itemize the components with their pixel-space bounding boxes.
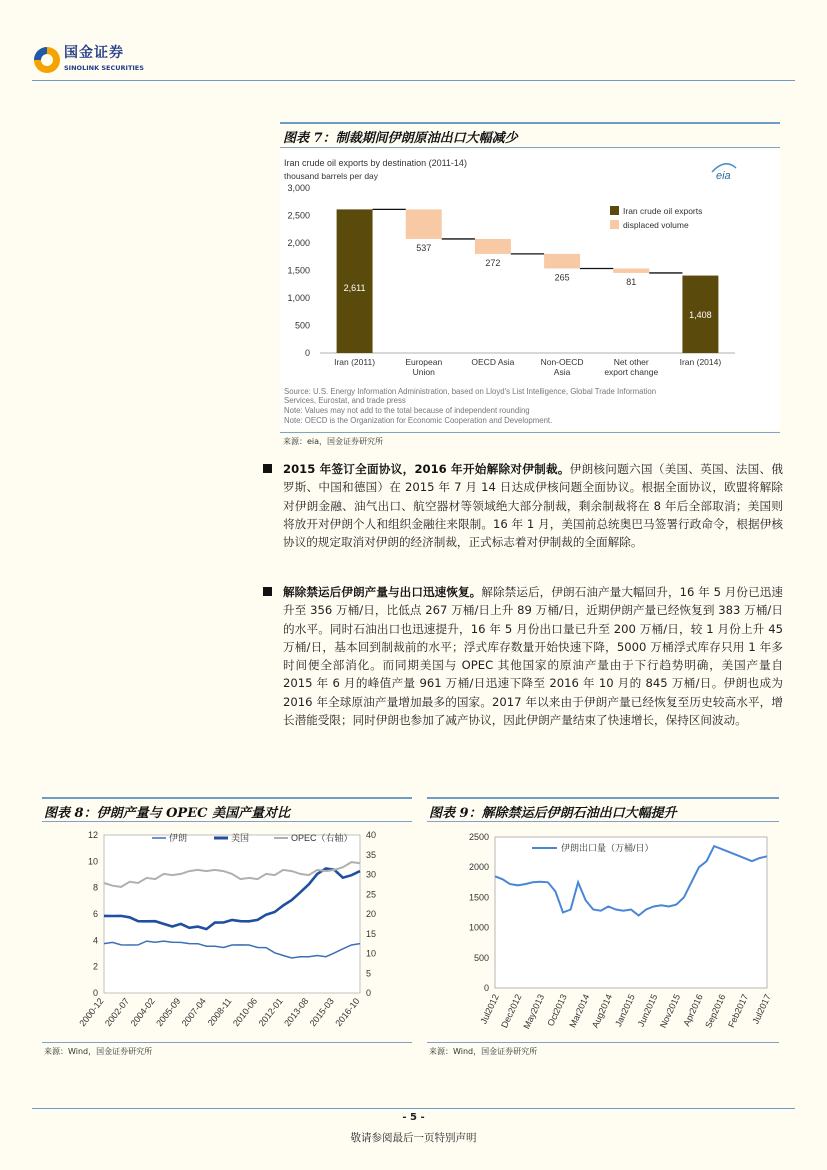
fig8-xtick: 2015-03	[307, 996, 336, 1029]
fig7-category-label: Union	[412, 367, 435, 377]
fig7-ytick: 500	[294, 320, 310, 331]
fig9-xtick: Sep2016	[703, 992, 728, 1030]
paragraph-agreement-body: 伊朗核问题六国（美国、英国、法国、俄罗斯、中国和德国）在 2015 年 7 月 14 日达成伊核问题全面协议。根据全面协议，欧盟将解除对伊朗金融、油气出口、航空器材等领域绝大部分制裁，剩余制裁将在 8 年后全部取消；美国则将放开对伊朗个人和组织金融往来限制。16 年 1 月，美国前总统奥巴马签署行政命令，根据伊核协议的规定取消对伊朗的经济制裁，正式标志着对伊制裁的全面解除。	[283, 462, 783, 550]
fig8-ytick-right: 25	[366, 889, 377, 900]
fig8-ytick-left: 2	[92, 961, 98, 972]
fig8-xtick: 2016-10	[333, 996, 362, 1029]
legend-label-us: 美国	[231, 833, 250, 843]
fig9-title: 图表 9：解除禁运后伊朗石油出口大幅提升	[429, 806, 677, 821]
fig8-plot-area	[104, 835, 360, 993]
fig7-source: 来源：eia，国金证券研究所	[283, 437, 384, 446]
header-rule	[32, 80, 795, 81]
logo-text-en: SINOLINK SECURITIES	[64, 64, 144, 72]
fig8-xtick: 2012-01	[256, 996, 285, 1029]
fig7-category-label: Net other	[613, 357, 649, 367]
fig9-xtick: May2013	[521, 992, 547, 1031]
eia-logo-text: eia	[716, 170, 731, 182]
fig8-ytick-left: 12	[87, 830, 98, 840]
paragraph-agreement-lead: 2015 年签订全面协议，2016 年开始解除对伊制裁。	[283, 462, 570, 476]
fig9-ytick: 2500	[468, 832, 489, 842]
fig7-chart	[280, 150, 780, 430]
fig8-bottom-rule	[42, 1042, 412, 1043]
fig7-value-label: 537	[416, 242, 432, 253]
footer-rule	[32, 1108, 795, 1109]
fig9-xtick: Oct2013	[545, 992, 569, 1028]
fig8-xtick: 2000-12	[77, 996, 106, 1029]
fig7-title-rule	[280, 147, 780, 148]
fig9-bottom-rule	[427, 1042, 779, 1043]
fig7-bar	[613, 268, 649, 272]
fig8-title: 图表 8：伊朗产量与 OPEC 美国产量对比	[44, 806, 290, 821]
fig9-title-rule	[427, 821, 779, 822]
fig8-title-rule	[42, 821, 412, 822]
fig8-ytick-left: 10	[87, 856, 98, 867]
fig8-chart	[42, 825, 412, 1040]
fig7-note-3: Note: Values may not add to the total because of independent rounding	[284, 406, 530, 415]
paragraph-recovery-lead: 解除禁运后伊朗产量与出口迅速恢复。	[283, 585, 482, 599]
fig7-ytick: 0	[304, 348, 310, 358]
fig8-source: 来源：Wind，国金证券研究所	[44, 1047, 153, 1056]
fig7-note-4: Note: OECD is the Organization for Economic Cooperation and Development.	[284, 416, 553, 425]
fig8-ytick-left: 8	[92, 882, 98, 893]
fig7-value-label: 265	[554, 272, 570, 283]
fig9-xtick: Apr2016	[681, 992, 705, 1028]
fig8-ytick-right: 35	[366, 849, 377, 860]
fig8-ytick-right: 30	[366, 869, 377, 880]
fig7-note-1: Source: U.S. Energy Information Administration, based on Lloyd's List Intelligence, Global Trade Information	[284, 387, 657, 396]
fig9-ytick: 2000	[468, 862, 489, 873]
fig7-value-label: 81	[626, 276, 637, 287]
fig8-xtick: 2010-06	[230, 996, 260, 1029]
fig7-ytick: 1,000	[287, 293, 310, 303]
fig7-ytick: 2,500	[287, 210, 310, 221]
fig7-category-label: Asia	[553, 367, 571, 377]
fig9-plot-area	[495, 837, 767, 988]
fig7-category-label: OECD Asia	[471, 357, 515, 367]
fig7-value-label: 272	[485, 257, 501, 268]
fig9-xtick: Mar2014	[567, 992, 592, 1030]
legend-swatch-displaced	[610, 220, 619, 229]
fig9-ytick: 0	[483, 983, 489, 993]
fig8-xtick: 2005-09	[154, 996, 183, 1029]
fig9-source: 来源：Wind，国金证券研究所	[429, 1047, 538, 1056]
paragraph-recovery-body: 解除禁运后，伊朗石油产量大幅回升，16 年 5 月份已迅速升至 356 万桶/日，比低点 267 万桶/日上升 89 万桶/日，近期伊朗产量已经恢复到 383 万桶/日的水平。同时石油出口也迅速提升，16 年 5 月份出口量已升至 200 万桶/日，较 1 月份上升 45 万桶/日，基本回到制裁前的水平；浮式库存数量开始快速下降，5000 万桶浮式库存只用 1 年多时间便全部消化。而同期美国与 OPEC 其他国家的原油产量由于下行趋势明确，美国产量自 2015 年 6 月的峰值产量 961 万桶/日迅速下降至 2016 年 10 月的 845 万桶/日。伊朗也成为 2016 年全球原油产量增加最多的国家。2017 年以来由于伊朗产量已经恢复至历史较高水平，增长潜能受限；同时伊朗也参加了减产协议，因此伊朗产量结束了快速增长，保持区间波动。	[283, 585, 784, 728]
fig8-ytick-right: 10	[366, 948, 377, 959]
fig7-title: 图表 7：制裁期间伊朗原油出口大幅减少	[283, 131, 518, 146]
fig9-ytick: 1500	[468, 892, 489, 903]
fig9-chart	[427, 825, 779, 1040]
paragraph-recovery	[283, 583, 783, 729]
fig8-ytick-right: 40	[366, 830, 377, 840]
fig8-xtick: 2013-08	[282, 996, 311, 1029]
fig9-xtick: Dec2012	[499, 992, 524, 1030]
fig7-category-label: export change	[604, 367, 659, 377]
legend-label-iran: 伊朗	[169, 833, 188, 843]
fig7-ytick: 2,000	[287, 238, 310, 248]
fig9-top-rule	[427, 797, 779, 799]
fig7-bar	[406, 209, 442, 239]
fig7-value-label: 1,408	[689, 310, 712, 321]
fig7-category-label: Non-OECD	[540, 357, 584, 367]
fig8-xtick: 2004-02	[128, 996, 157, 1029]
fig7-bar	[337, 209, 373, 353]
fig8-xtick: 2008-11	[205, 996, 234, 1028]
fig9-ytick: 500	[473, 952, 489, 963]
bullet-square	[263, 464, 272, 473]
legend-label-iran-exports: 伊朗出口量（万桶/日）	[561, 843, 654, 853]
fig9-xtick: Jun2015	[635, 992, 660, 1029]
sinolink-logo-icon	[32, 42, 62, 76]
legend-label-displaced: displaced volume	[623, 220, 689, 230]
fig9-xtick: Jul2012	[478, 992, 501, 1026]
fig7-bottom-rule	[280, 432, 780, 433]
fig7-ytick: 3,000	[287, 183, 310, 193]
fig7-chart-title: Iran crude oil exports by destination (2011-14)	[284, 158, 467, 168]
fig7-category-label: European	[405, 357, 443, 367]
fig8-top-rule	[42, 797, 412, 799]
fig7-top-rule	[280, 122, 780, 124]
fig9-xtick: Nov2015	[657, 992, 683, 1030]
fig7-note-2: Services, Eurostat, and trade press	[284, 396, 406, 405]
fig8-ytick-left: 0	[92, 988, 98, 998]
fig7-bar	[544, 254, 580, 269]
fig8-ytick-right: 20	[366, 909, 377, 919]
paragraph-agreement	[283, 460, 783, 551]
fig9-xtick: Aug2014	[589, 992, 615, 1030]
fig8-ytick-right: 5	[366, 968, 372, 979]
fig9-xtick: Jan2015	[613, 992, 637, 1029]
fig8-ytick-right: 15	[366, 928, 377, 939]
legend-swatch-exports	[610, 206, 619, 215]
fig8-xtick: 2007-04	[179, 996, 208, 1029]
fig8-ytick-right: 0	[366, 988, 372, 998]
logo-text-cn: 国金证券	[64, 45, 124, 61]
fig9-xtick: Jul2017	[750, 992, 773, 1026]
legend-label-opec: OPEC（右轴）	[291, 833, 353, 843]
bullet-square	[263, 587, 272, 596]
fig7-ytick: 1,500	[287, 265, 310, 276]
legend-label-exports: Iran crude oil exports	[623, 206, 703, 216]
fig7-bar	[475, 239, 511, 254]
fig9-xtick: Feb2017	[726, 992, 751, 1030]
page-number: - 5 -	[402, 1112, 425, 1123]
fig7-chart-subtitle: thousand barrels per day	[284, 171, 379, 181]
fig9-ytick: 1000	[468, 922, 489, 933]
fig7-category-label: Iran (2014)	[679, 357, 722, 367]
fig8-ytick-left: 6	[92, 909, 98, 919]
fig7-category-label: Iran (2011)	[334, 357, 376, 367]
footer-disclaimer: 敬请参阅最后一页特别声明	[350, 1132, 477, 1144]
fig7-value-label: 2,611	[343, 283, 366, 294]
fig8-ytick-left: 4	[92, 935, 98, 946]
fig8-xtick: 2002-07	[102, 996, 132, 1029]
